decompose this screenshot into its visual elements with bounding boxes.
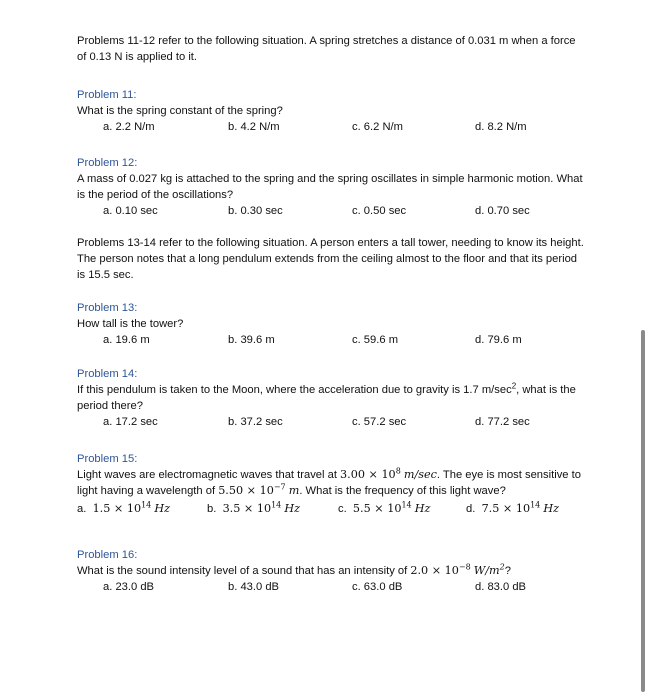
choice-unit: Hz xyxy=(154,502,171,515)
problem-16-choice-c[interactable]: c. 63.0 dB xyxy=(352,581,403,593)
problem-14-choice-d[interactable]: d. 77.2 sec xyxy=(475,416,530,428)
choice-letter: c. xyxy=(338,503,347,515)
intensity-mantissa: 2.0 × 10 xyxy=(410,564,459,577)
problem-16-question-part-b: ? xyxy=(504,565,511,577)
problem-16-choices xyxy=(77,579,587,595)
problem-13-choice-d[interactable]: d. 79.6 m xyxy=(475,334,522,346)
intro-13-14 xyxy=(77,235,587,283)
problem-14-title: Problem 14: xyxy=(77,368,138,380)
problem-16-title: Problem 16: xyxy=(77,549,138,561)
problem-15-title: Problem 15: xyxy=(77,453,138,465)
choice-exponent: 14 xyxy=(141,500,152,510)
wavelength-exponent: −7 xyxy=(273,482,286,492)
choice-letter: d. xyxy=(466,503,476,515)
problem-12-choice-c[interactable]: c. 0.50 sec xyxy=(352,205,407,217)
problem-14-choice-c[interactable]: c. 57.2 sec xyxy=(352,416,407,428)
problem-13 xyxy=(77,300,587,348)
choice-letter: b. xyxy=(207,503,217,515)
problem-11-choice-c[interactable]: c. 6.2 N/m xyxy=(352,121,403,133)
choice-exponent: 14 xyxy=(401,500,412,510)
scrollbar-thumb[interactable] xyxy=(641,330,645,692)
problem-14-choice-b[interactable]: b. 37.2 sec xyxy=(228,416,283,428)
speed-mantissa: 3.00 × 10 xyxy=(340,468,396,481)
problem-15-choices xyxy=(77,501,587,517)
problem-12-question: A mass of 0.027 kg is attached to the spring and the spring oscillates in simple harmonic motion. What is the period of the oscillations? xyxy=(77,173,583,201)
problem-14-choices xyxy=(77,414,587,430)
intro-11-12-text: Problems 11-12 refer to the following situation. A spring stretches a distance of 0.031 m when a force of 0.13 N is applied to it. xyxy=(77,35,576,63)
problem-12-choice-a[interactable]: a. 0.10 sec xyxy=(103,205,158,217)
problem-11-choice-d[interactable]: d. 8.2 N/m xyxy=(475,121,527,133)
problem-11-title: Problem 11: xyxy=(77,89,137,101)
problem-12-title: Problem 12: xyxy=(77,157,138,169)
problem-16-question xyxy=(77,563,587,579)
problem-11-choice-b[interactable]: b. 4.2 N/m xyxy=(228,121,280,133)
choice-mantissa: 1.5 × 10 xyxy=(92,502,142,515)
problem-12-choice-b[interactable]: b. 0.30 sec xyxy=(228,205,283,217)
problem-14 xyxy=(77,366,587,430)
problem-16-choice-a[interactable]: a. 23.0 dB xyxy=(103,581,155,593)
intensity-unit: W/m xyxy=(473,564,500,577)
speed-exponent: 8 xyxy=(395,466,401,476)
choice-exponent: 14 xyxy=(530,500,541,510)
wavelength-mantissa: 5.50 × 10 xyxy=(218,484,274,497)
problem-13-choices xyxy=(77,332,587,348)
problem-15 xyxy=(77,451,587,517)
problem-11 xyxy=(77,87,587,135)
problem-13-question: How tall is the tower? xyxy=(77,318,184,330)
choice-mantissa: 7.5 × 10 xyxy=(481,502,531,515)
intro-13-14-text: Problems 13-14 refer to the following situation. A person enters a tall tower, needing to know its height. The person notes that a long pendulum extends from the ceiling almost to the floor and that its period is 15.5 sec. xyxy=(77,237,584,281)
choice-unit: Hz xyxy=(414,502,431,515)
problem-12-choice-d[interactable]: d. 0.70 sec xyxy=(475,205,530,217)
intro-11-12 xyxy=(77,33,587,65)
problem-15-question-part-a: Light waves are electromagnetic waves that travel at xyxy=(77,469,337,481)
problem-15-question-part-b: . The eye is most sensitive to light having a wavelength of xyxy=(77,469,581,497)
problem-16 xyxy=(77,547,587,595)
speed-unit: m/sec xyxy=(403,468,437,481)
wavelength-unit: m xyxy=(288,484,300,497)
problem-11-question: What is the spring constant of the spring? xyxy=(77,105,283,117)
choice-unit: Hz xyxy=(284,502,301,515)
problem-14-question xyxy=(77,382,587,414)
problem-13-choice-b[interactable]: b. 39.6 m xyxy=(228,334,275,346)
problem-11-choice-a[interactable]: a. 2.2 N/m xyxy=(103,121,155,133)
problem-15-choice-c[interactable] xyxy=(338,501,430,517)
problem-15-question xyxy=(77,467,587,499)
intensity-unit-exponent: 2 xyxy=(499,562,505,572)
problem-13-choice-a[interactable]: a. 19.6 m xyxy=(103,334,150,346)
problem-13-title: Problem 13: xyxy=(77,302,138,314)
problem-15-choice-b[interactable] xyxy=(207,501,300,517)
problem-16-question-part-a: What is the sound intensity level of a sound that has an intensity of xyxy=(77,565,408,577)
problem-16-choice-d[interactable]: d. 83.0 dB xyxy=(475,581,527,593)
problem-15-choice-a[interactable] xyxy=(77,501,170,517)
choice-mantissa: 5.5 × 10 xyxy=(352,502,402,515)
problem-14-choice-a[interactable]: a. 17.2 sec xyxy=(103,416,158,428)
problem-14-question-part-a: If this pendulum is taken to the Moon, where the acceleration due to gravity is 1.7 m/sec xyxy=(77,384,512,396)
problem-14-question-part-b: , what is the period there? xyxy=(77,384,576,412)
problem-12-choices xyxy=(77,203,587,219)
choice-unit: Hz xyxy=(543,502,560,515)
choice-letter: a. xyxy=(77,503,87,515)
problem-13-choice-c[interactable]: c. 59.6 m xyxy=(352,334,399,346)
problem-15-question-part-c: . What is the frequency of this light wave? xyxy=(299,485,506,497)
problem-11-choices xyxy=(77,119,587,135)
choice-exponent: 14 xyxy=(271,500,282,510)
problem-12 xyxy=(77,155,587,219)
choice-mantissa: 3.5 × 10 xyxy=(222,502,272,515)
intensity-exponent: −8 xyxy=(458,562,471,572)
problem-16-choice-b[interactable]: b. 43.0 dB xyxy=(228,581,280,593)
problem-15-choice-d[interactable] xyxy=(466,501,559,517)
problem-14-question-sup: 2 xyxy=(511,381,517,391)
